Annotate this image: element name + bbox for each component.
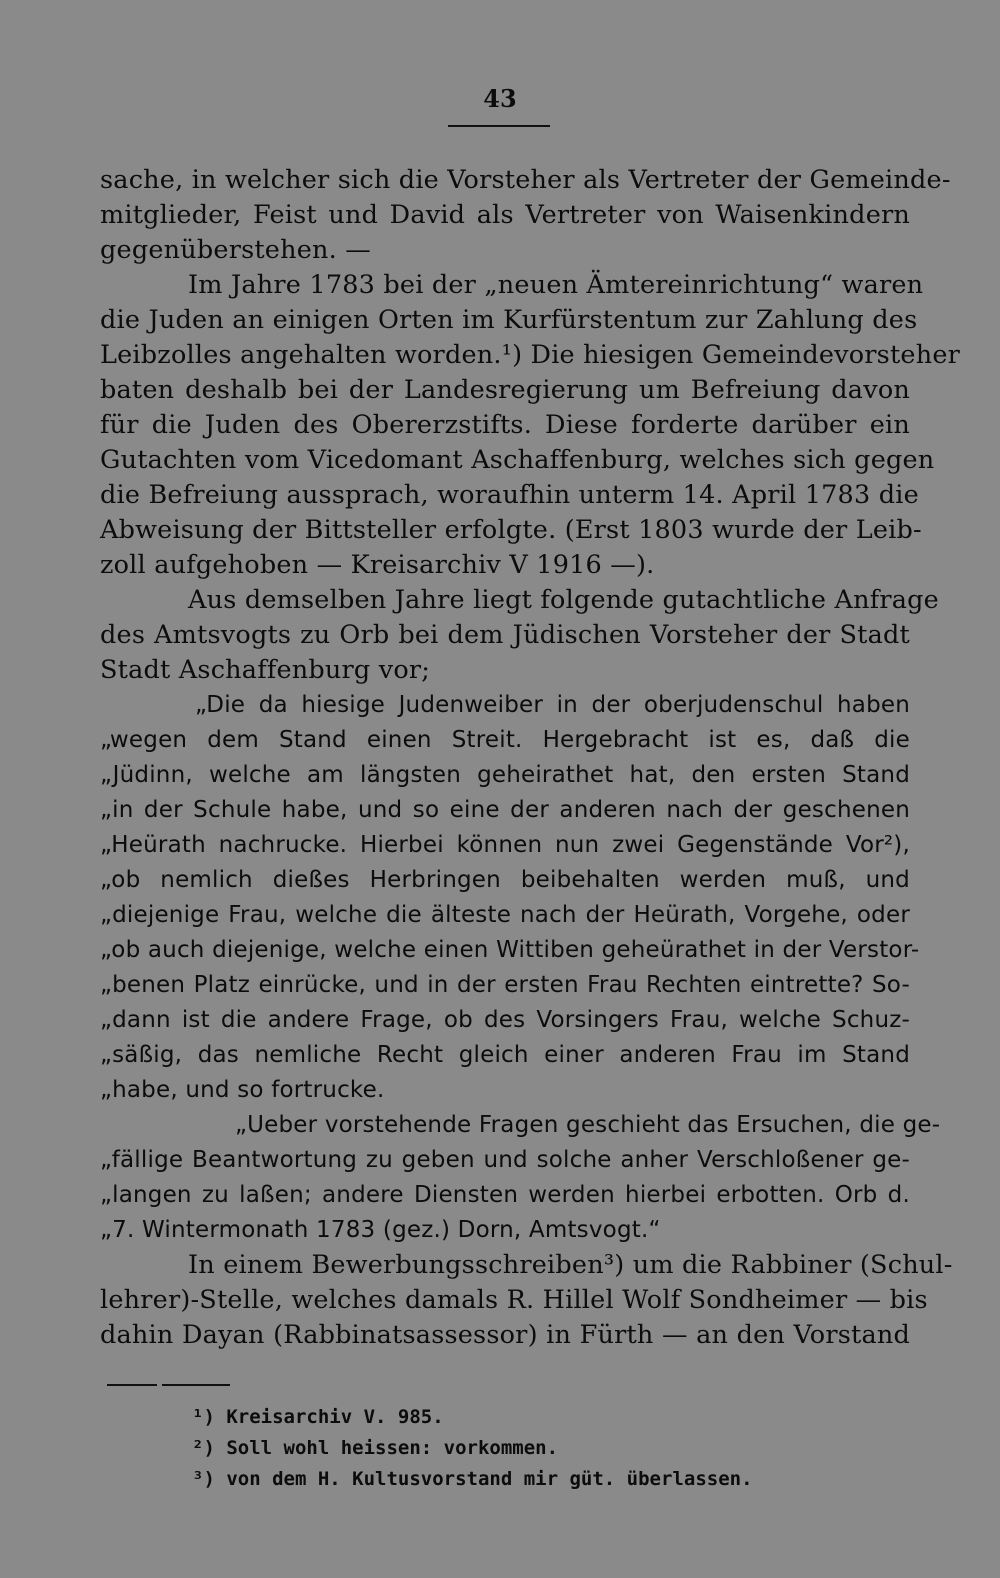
quote-line: „dann ist die andere Frage, ob des Vorsingers Frau, welche Schuz- <box>100 1007 910 1033</box>
footnote-rule <box>107 1384 157 1386</box>
quote-line: „säßig, das nemliche Recht gleich einer anderen Frau im Stand <box>100 1042 910 1068</box>
footnote: ³) von dem H. Kultusvorstand mir güt. überlassen. <box>192 1468 753 1490</box>
quote-line: „Jüdinn, welche am längsten geheirathet hat, den ersten Stand <box>100 762 910 788</box>
page-number: 43 <box>483 84 517 113</box>
text-line: Abweisung der Bittsteller erfolgte. (Erst 1803 wurde der Leib- <box>100 515 922 545</box>
quote-line: „langen zu laßen; andere Diensten werden hierbei erbotten. Orb d. <box>100 1182 910 1208</box>
text-line: dahin Dayan (Rabbinatsassessor) in Fürth — an den Vorstand <box>100 1320 910 1350</box>
footnotes <box>192 1402 753 1495</box>
quote-line: „in der Schule habe, und so eine der anderen nach der geschenen <box>100 797 910 823</box>
text-line: zoll aufgehoben — Kreisarchiv V 1916 —). <box>100 550 655 580</box>
body-text <box>100 163 961 1353</box>
quote-line: „ob auch diejenige, welche einen Wittiben geheürathet in der Verstor- <box>100 937 920 963</box>
quote-line: „habe, und so fortrucke. <box>100 1077 385 1103</box>
footnote: ²) Soll wohl heissen: vorkommen. <box>192 1437 559 1459</box>
text-line: Im Jahre 1783 bei der „neuen Ämtereinrichtung“ waren <box>188 270 924 300</box>
text-line: baten deshalb bei der Landesregierung um Befreiung davon <box>100 375 910 405</box>
quote-line: „wegen dem Stand einen Streit. Hergebracht ist es, daß die <box>100 727 910 753</box>
header-rule <box>448 125 550 127</box>
footnote: ¹) Kreisarchiv V. 985. <box>192 1406 444 1428</box>
quote-line: „benen Platz einrücke, und in der ersten Frau Rechten eintrette? So- <box>100 972 910 998</box>
quote-line: „Heürath nachrucke. Hierbei können nun zwei Gegenstände Vor²), <box>100 832 910 858</box>
quote-line: „ob nemlich dießes Herbringen beibehalten werden muß, und <box>100 867 910 893</box>
text-line: für die Juden des Obererzstifts. Diese forderte darüber ein <box>100 410 910 440</box>
text-line: des Amtsvogts zu Orb bei dem Jüdischen Vorsteher der Stadt <box>100 620 910 650</box>
quote-line: „Die da hiesige Judenweiber in der oberjudenschul haben <box>195 692 910 718</box>
text-line: mitglieder, Feist und David als Vertreter von Waisenkindern <box>100 200 910 230</box>
text-line: Leibzolles angehalten worden.¹) Die hiesigen Gemeindevorsteher <box>100 340 961 370</box>
quote-line: „diejenige Frau, welche die älteste nach der Heürath, Vorgehe, oder <box>100 902 910 928</box>
quote-line: „Ueber vorstehende Fragen geschieht das Ersuchen, die ge- <box>235 1112 941 1138</box>
text-line: In einem Bewerbungsschreiben³) um die Rabbiner (Schul- <box>188 1250 953 1280</box>
text-line: Stadt Aschaffenburg vor; <box>100 655 431 685</box>
text-line: sache, in welcher sich die Vorsteher als Vertreter der Gemeinde- <box>100 165 951 195</box>
text-line: Aus demselben Jahre liegt folgende gutachtliche Anfrage <box>188 585 939 615</box>
quote-line: „fällige Beantwortung zu geben und solche anher Verschloßener ge- <box>100 1147 910 1173</box>
footnote-rule <box>162 1384 230 1386</box>
text-line: lehrer)-Stelle, welches damals R. Hillel Wolf Sondheimer — bis <box>100 1285 928 1315</box>
quote-line: „7. Wintermonath 1783 (gez.) Dorn, Amtsvogt.“ <box>100 1217 661 1243</box>
text-line: die Befreiung aussprach, woraufhin unterm 14. April 1783 die <box>100 480 919 510</box>
text-line: gegenüberstehen. — <box>100 235 371 265</box>
text-line: Gutachten vom Vicedomant Aschaffenburg, welches sich gegen <box>100 445 935 475</box>
text-line: die Juden an einigen Orten im Kurfürstentum zur Zahlung des <box>100 305 918 335</box>
